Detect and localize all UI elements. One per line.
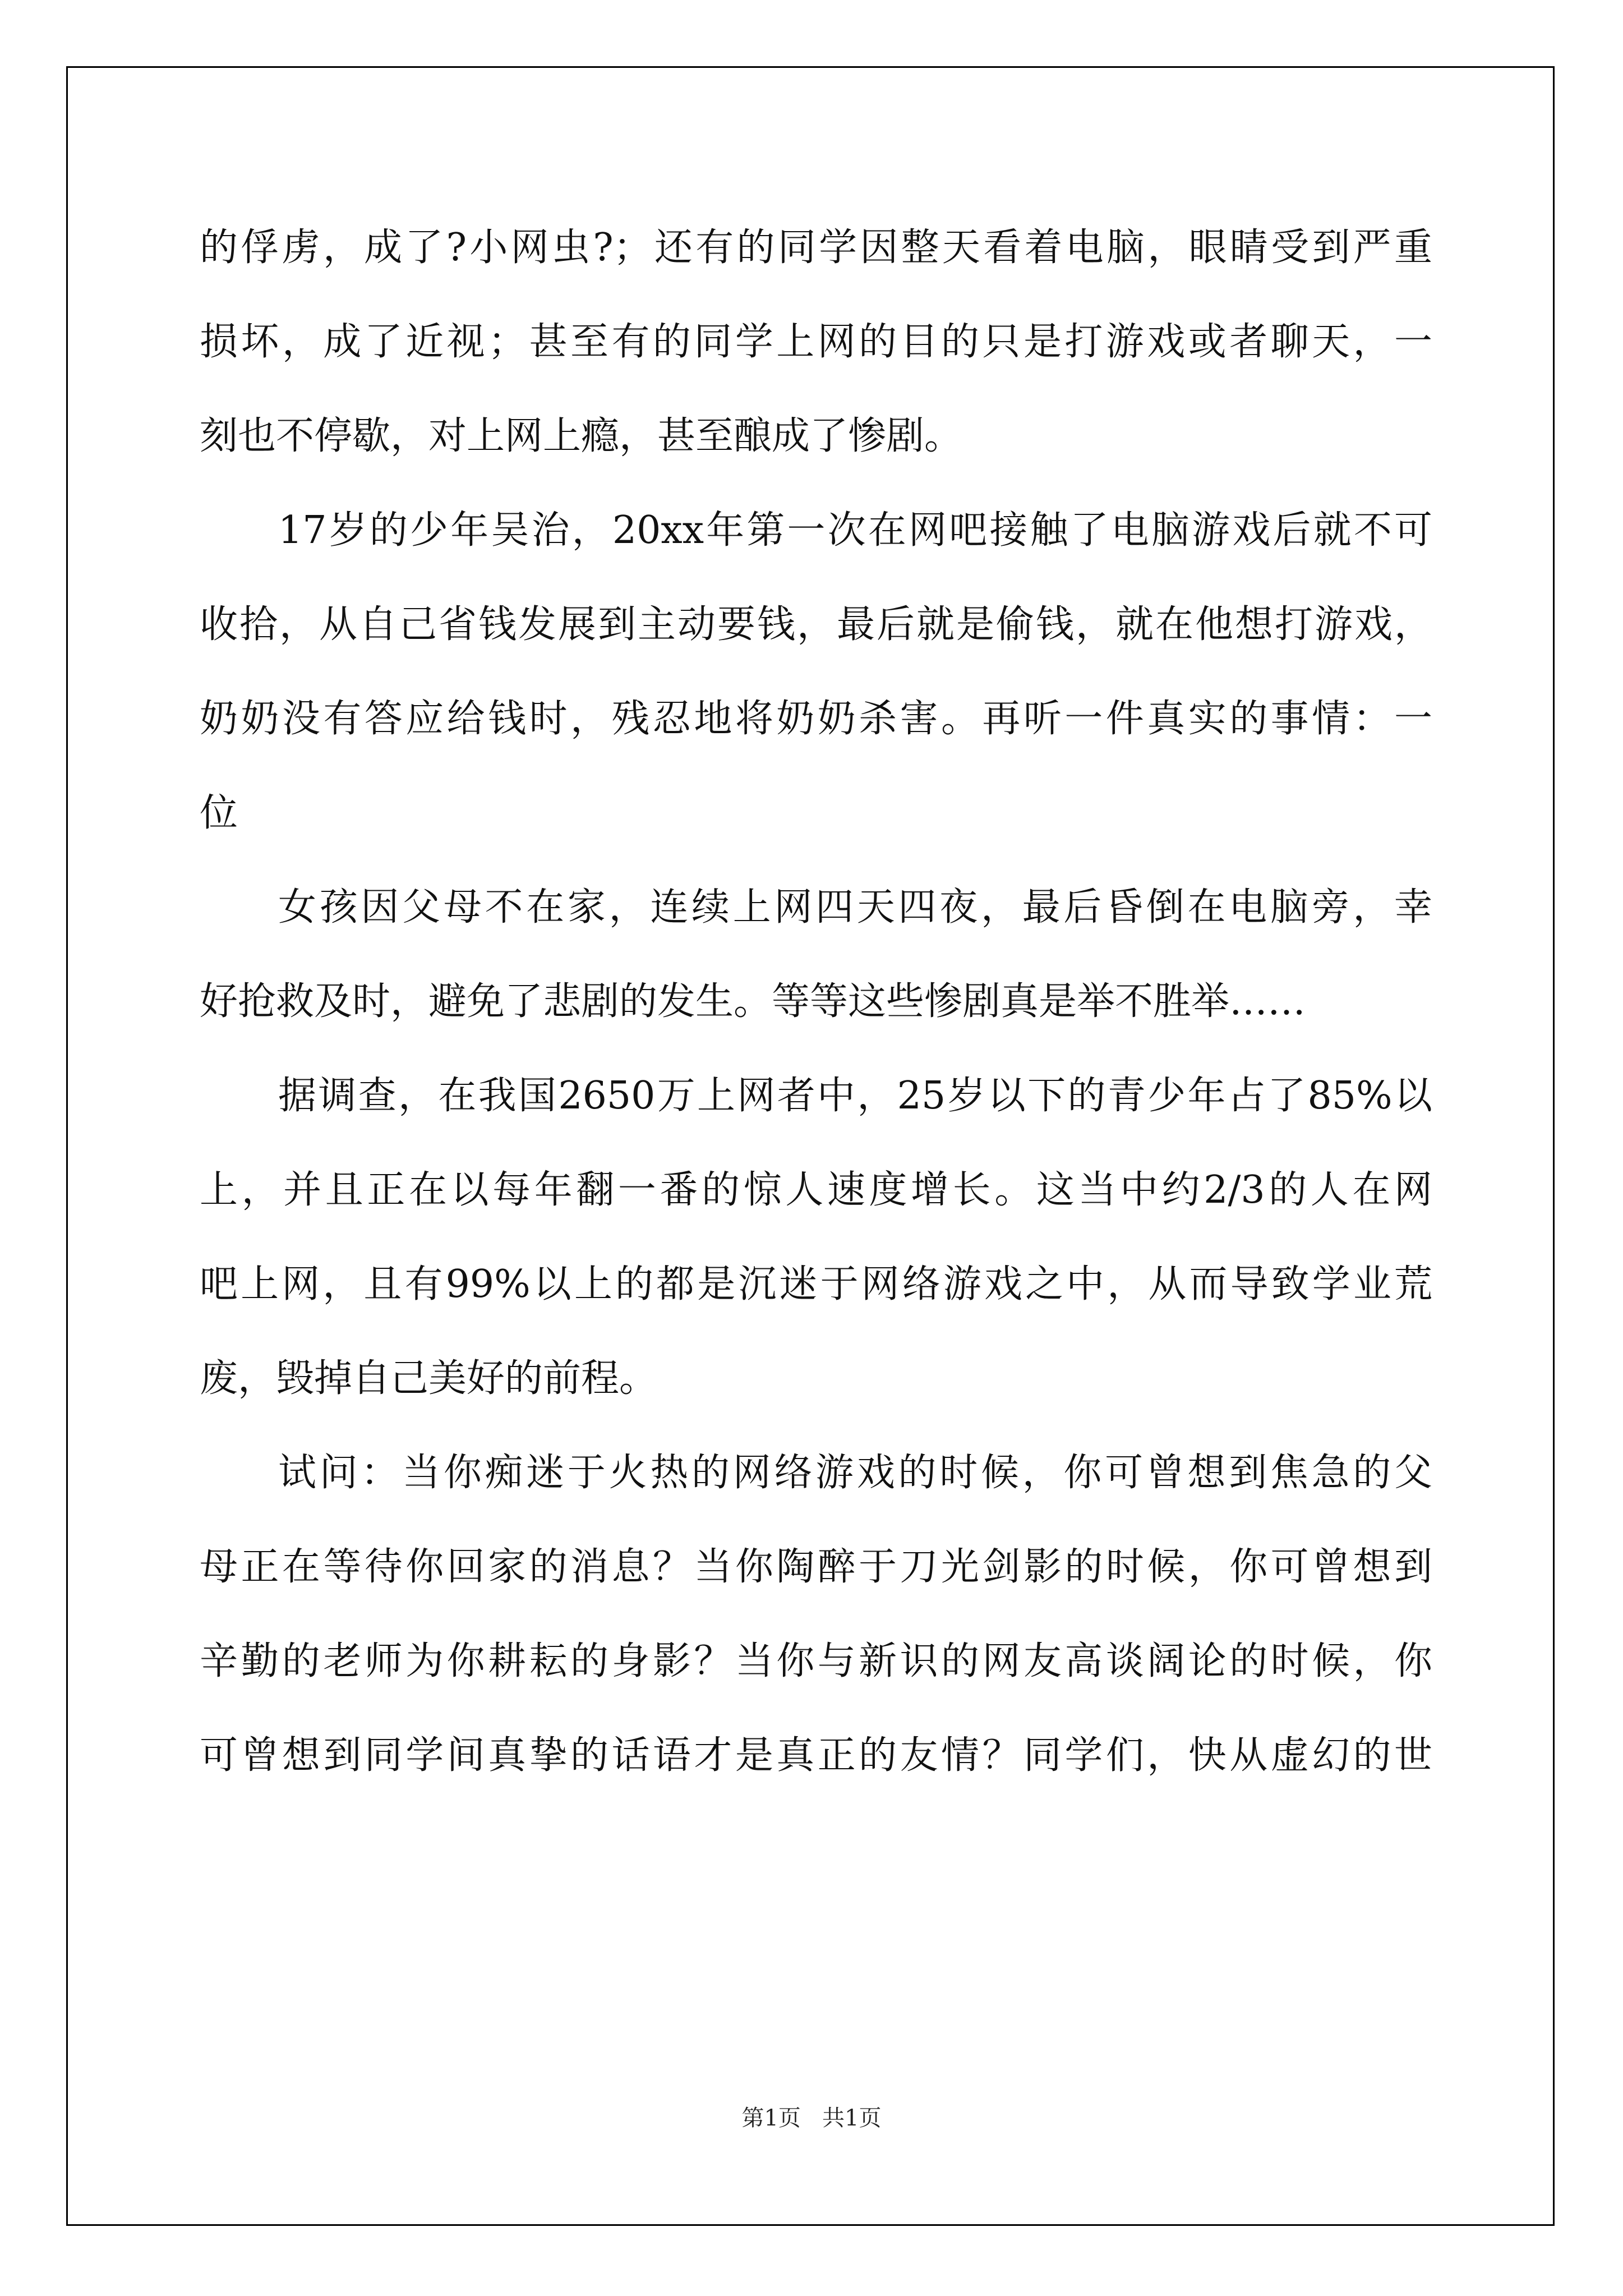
text-line-15: 母正在等待你回家的消息？当你陶醉于刀光剑影的时候，你可曾想到 — [200, 1545, 1432, 1589]
text-line-1: 的俘虏，成了?小网虫?；还有的同学因整天看着电脑，眼睛受到严重 — [200, 226, 1432, 270]
text-line-17: 可曾想到同学间真挚的话语才是真正的友情？同学们，快从虚幻的世 — [200, 1733, 1432, 1778]
text-line-8: 女孩因父母不在家，连续上网四天四夜，最后昏倒在电脑旁，幸 — [278, 885, 1432, 930]
text-line-9: 好抢救及时，避免了悲剧的发生。等等这些惨剧真是举不胜举…… — [200, 979, 1306, 1024]
text-line-7: 位 — [200, 791, 238, 835]
text-line-5: 收拾，从自己省钱发展到主动要钱，最后就是偷钱，就在他想打游戏， — [200, 602, 1432, 647]
text-line-13: 废，毁掉自己美好的前程。 — [200, 1356, 658, 1401]
text-line-14: 试问：当你痴迷于火热的网络游戏的时候，你可曾想到焦急的父 — [278, 1451, 1432, 1495]
page-footer: 第1页 共1页 — [741, 2105, 882, 2131]
text-line-3: 刻也不停歇，对上网上瘾，甚至酿成了惨剧。 — [200, 414, 963, 458]
text-line-11: 上，并且正在以每年翻一番的惊人速度增长。这当中约2/3的人在网 — [200, 1168, 1432, 1212]
text-line-4: 17岁的少年吴治，20xx年第一次在网吧接触了电脑游戏后就不可 — [278, 508, 1432, 553]
text-line-10: 据调查，在我国2650万上网者中，25岁以下的青少年占了85%以 — [278, 1074, 1432, 1118]
text-line-16: 辛勤的老师为你耕耘的身影？当你与新识的网友高谈阔论的时候，你 — [200, 1639, 1432, 1683]
text-line-12: 吧上网，且有99%以上的都是沉迷于网络游戏之中，从而导致学业荒 — [200, 1262, 1432, 1306]
text-line-2: 损坏，成了近视；甚至有的同学上网的目的只是打游戏或者聊天，一 — [200, 320, 1432, 364]
page-border — [66, 66, 1555, 2226]
text-line-6: 奶奶没有答应给钱时，残忍地将奶奶杀害。再听一件真实的事情：一 — [200, 697, 1432, 741]
